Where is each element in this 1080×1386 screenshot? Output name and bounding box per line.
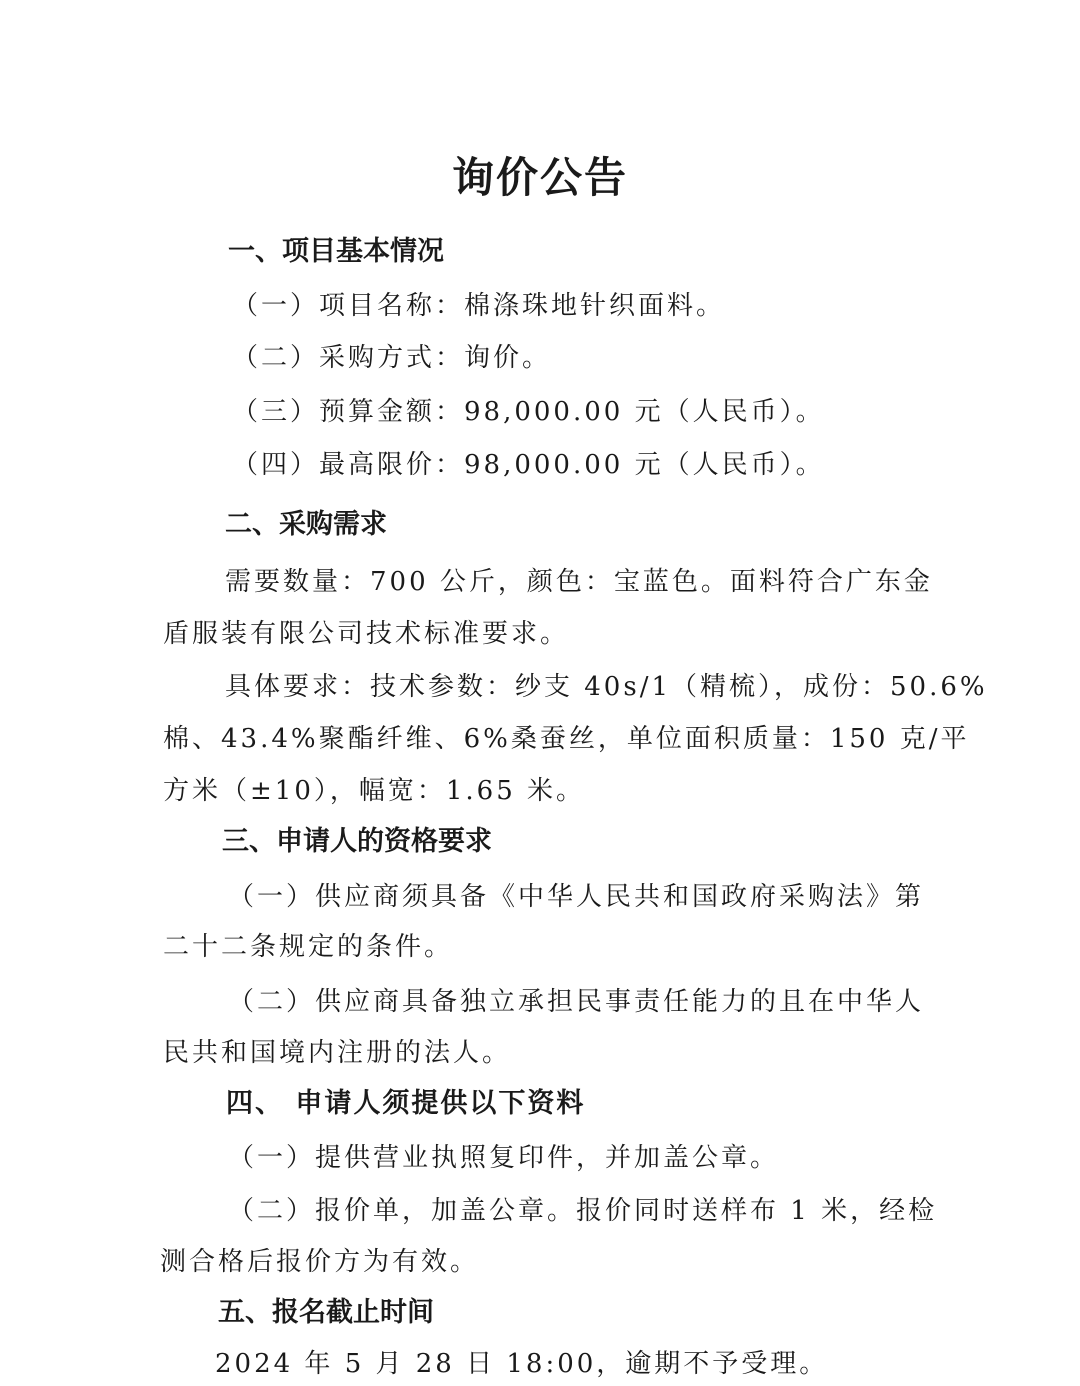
section-heading-project-info: 一、项目基本情况 [228, 236, 444, 267]
material-1-line: （一）提供营业执照复印件，并加盖公章。 [228, 1143, 780, 1173]
section-heading-materials: 四、 申请人须提供以下资料 [226, 1088, 586, 1119]
deadline-line: 2024 年 5 月 28 日 18:00，逾期不予受理。 [215, 1349, 829, 1379]
max-price-line: （四）最高限价：98,000.00 元（人民币）。 [232, 450, 825, 480]
budget-amount-line: （三）预算金额：98,000.00 元（人民币）。 [232, 397, 825, 427]
material-2-line-1: （二）报价单，加盖公章。报价同时送样布 1 米，经检 [228, 1196, 938, 1226]
material-2-line-2: 测合格后报价方为有效。 [160, 1247, 480, 1277]
qualification-1-line-1: （一）供应商须具备《中华人民共和国政府采购法》第 [228, 882, 925, 912]
project-name-line: （一）项目名称：棉涤珠地针织面料。 [232, 291, 726, 321]
procurement-method-line: （二）采购方式：询价。 [232, 343, 552, 373]
section-heading-qualifications: 三、申请人的资格要求 [222, 826, 492, 857]
quantity-line-2: 盾服装有限公司技术标准要求。 [163, 619, 570, 649]
qualification-1-line-2: 二十二条规定的条件。 [163, 932, 454, 962]
quantity-line-1: 需要数量：700 公斤，颜色：宝蓝色。面料符合广东金 [225, 567, 933, 597]
spec-line-2: 棉、43.4%聚酯纤维、6%桑蚕丝，单位面积质量：150 克/平 [163, 724, 970, 754]
qualification-2-line-2: 民共和国境内注册的法人。 [163, 1038, 512, 1068]
spec-line-3: 方米（±10），幅宽：1.65 米。 [163, 776, 586, 806]
spec-line-1: 具体要求：技术参数：纱支 40s/1（精梳），成份：50.6% [225, 672, 988, 702]
section-heading-requirements: 二、采购需求 [225, 509, 387, 540]
section-heading-deadline: 五、报名截止时间 [218, 1297, 434, 1328]
document-title: 询价公告 [451, 153, 628, 202]
qualification-2-line-1: （二）供应商具备独立承担民事责任能力的且在中华人 [228, 987, 925, 1017]
